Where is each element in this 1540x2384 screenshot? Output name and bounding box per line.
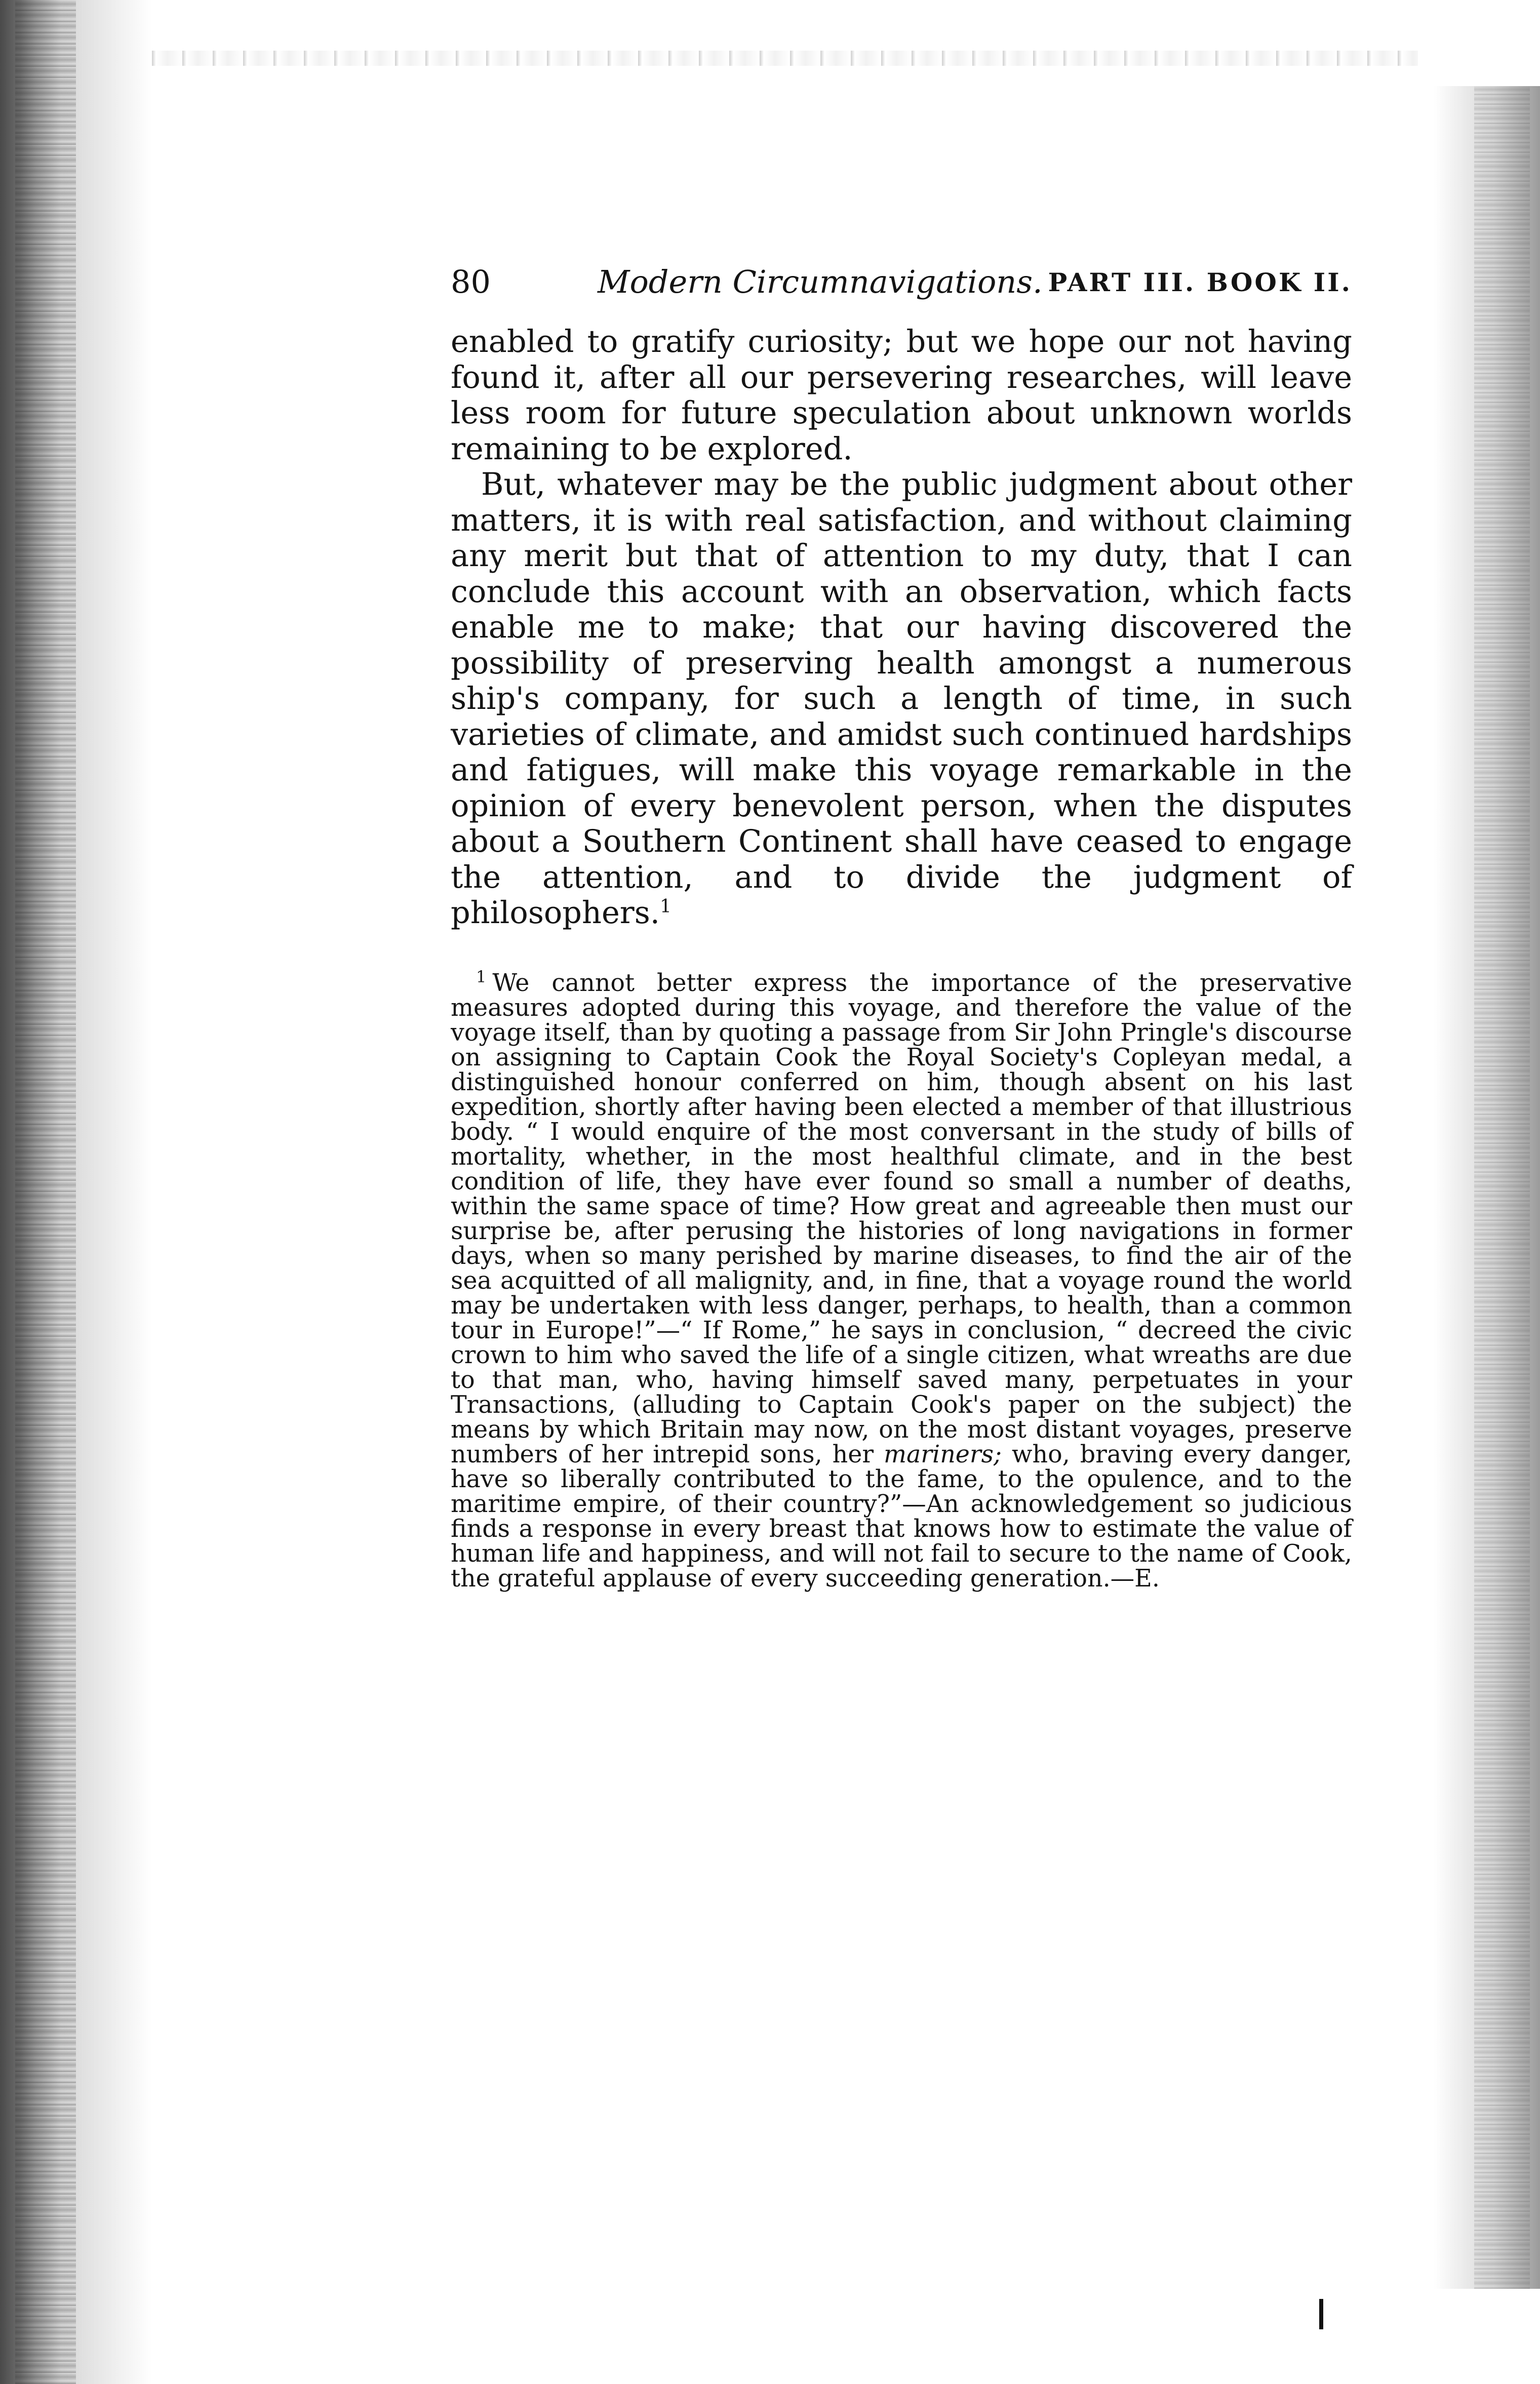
paragraph-continuation: enabled to gratify curiosity; but we hope our not having found it, after all our persevering researches, will leave less room for future speculation about unknown worlds remaining to be explored.	[451, 324, 1352, 467]
page-number: 80	[451, 263, 491, 300]
scan-edge-right	[1434, 86, 1540, 2289]
book-page	[451, 253, 1352, 1591]
footnote-text-part1: We cannot better express the importance of the preservative measures adopted during this voyage, and therefore the value of the voyage itself, than by quoting a passage from Sir John Pringle's discourse on assigning to Captain Cook the Royal Society's Copleyan medal, a distinguished honour conferred on him, though absent on his last expedition, shortly after having been elected a member of that illustrious body. “ I would enquire of the most conversant in the study of bills of mortality, whether, in the most healthful climate, and in the best condition of life, they have ever found so small a number of deaths, within the same space of time? How great and agreeable then must our surprise be, after perusing the histories of long navigations in former days, when so many perished by marine diseases, to find the air of the sea acquitted of all malignity, and, in fine, that a voyage round the world may be undertaken with less danger, perhaps, to health, than a common tour in Europe!”—“ If Rome,” he says in conclusion, “ decreed the civic crown to him who saved the life of a single citizen, what wreaths are due to that man, who, having himself saved many, perpetuates in your Transactions, (alluding to Captain Cook's paper on the subject) the means by which Britain may now, on the most distant voyages, preserve numbers of her intrepid sons, her	[451, 969, 1352, 1468]
scan-mark	[1319, 2299, 1323, 2329]
running-head	[451, 253, 1352, 309]
footnote	[451, 967, 1352, 1593]
part-book-label: PART III. BOOK II.	[1048, 267, 1352, 297]
main-text	[451, 324, 1352, 931]
footnote-text-part2: who, braving every danger, have so liberally contributed to the fame, to the opulence, and to the maritime empire, of their country?”—An acknowledgement so judicious finds a response in every breast that knows how to estimate the value of human life and happiness, and will not fail to secure to the name of Cook, the grateful applause of every succeeding generation.—E.	[451, 1440, 1352, 1593]
running-title: Modern Circumnavigations.	[598, 263, 1043, 300]
paragraph-conclusion: But, whatever may be the public judgment about other matters, it is with real satisfaction, and without claiming any merit but that of attention to my duty, that I can conclude this account with an observation, which facts enable me to make; that our having discovered the possibility of preserving health amongst a numerous ship's company, for such a length of time, in such varieties of climate, and amidst such continued hardships and fatigues, will make this voyage remarkable in the opinion of every benevolent person, when the disputes about a Southern Continent shall have ceased to engage the attention, and to divide the judgment of philosophers.$^1$	[451, 467, 1352, 931]
footnote-reference: 1	[659, 896, 672, 917]
scan-edge-left	[0, 0, 152, 2384]
scan-edge-top	[152, 51, 1418, 66]
footnote-italic-word: mariners;	[883, 1440, 1002, 1468]
footnote-mark: 1	[476, 967, 487, 986]
